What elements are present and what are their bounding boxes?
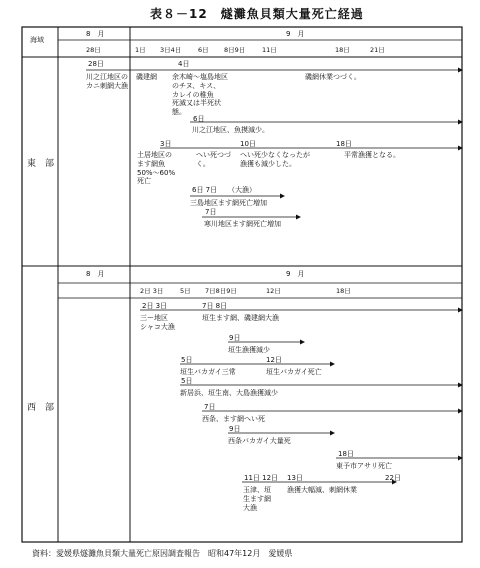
- event-text: 玉津、垣 生ます網 大漁: [243, 486, 271, 512]
- date-label: 5日: [180, 287, 191, 295]
- event-date: 4日: [178, 60, 190, 68]
- event-date: 7日: [205, 208, 217, 216]
- date-label: 7日8日9日: [205, 287, 237, 295]
- date-label: 2日 3日: [140, 287, 164, 295]
- event-date: 6日 7日: [192, 186, 218, 194]
- event-date: 18日: [338, 450, 354, 458]
- event-date: 9日: [229, 334, 241, 342]
- event-date: 9日: [229, 425, 241, 433]
- event-text: 東予市アサリ死亡: [336, 462, 392, 470]
- event-date: 10日: [240, 140, 256, 148]
- event-text: 余木崎～塩島地区 のチヌ、キス、 カレイの稚魚 死滅又は半死状 態。: [172, 73, 228, 116]
- event-text: 新居浜、垣生南、大島漁獲減少: [180, 389, 278, 397]
- date-label: 12日: [266, 287, 281, 295]
- event-text: 磯建網: [136, 73, 157, 81]
- event-note: （大漁）: [228, 186, 256, 194]
- event-text: 垣生ます網、磯建網大漁: [202, 314, 279, 322]
- date-label: 18日: [335, 46, 350, 54]
- date-label: 11日: [262, 46, 277, 54]
- event-text: 垣生バカガイ死亡: [266, 368, 322, 376]
- event-text: 平常漁獲となる。: [344, 151, 400, 159]
- event-text: 垣生漁獲減少: [228, 346, 270, 354]
- event-date: 5日: [181, 356, 193, 364]
- event-date: 5日: [181, 377, 193, 385]
- event-date: 18日: [336, 140, 352, 148]
- date-label: 28日: [86, 46, 101, 54]
- event-date: 12日: [266, 356, 282, 364]
- event-date: 2日 3日: [142, 302, 168, 310]
- date-label: 21日: [370, 46, 385, 54]
- page-title: 表８－12 燧灘魚貝類大量死亡経過: [150, 7, 364, 21]
- event-date: 28日: [88, 60, 104, 68]
- region-header: 海域: [30, 36, 44, 44]
- event-date: 11日 12日: [244, 474, 279, 482]
- date-label: 18日: [336, 287, 351, 295]
- month-aug-label: 8 月: [86, 270, 105, 278]
- date-label: 8日9日: [224, 46, 246, 54]
- event-date: 22日: [385, 474, 401, 482]
- event-date: 13日: [287, 474, 303, 482]
- event-text: 川之江地区、魚摸減少。: [192, 126, 269, 134]
- event-date: 7日 8日: [202, 302, 228, 310]
- date-label: 1日: [135, 46, 146, 54]
- month-sep-label: 9 月: [286, 270, 305, 278]
- event-text: 西条、ます網へい死: [202, 415, 265, 423]
- event-text: 川之江地区の カニ刺網大漁: [86, 73, 128, 90]
- event-date: 6日: [193, 115, 205, 123]
- event-date: 7日: [204, 403, 216, 411]
- event-text: 垣生バカガイ三常: [180, 368, 236, 376]
- region-east: 東 部: [27, 159, 55, 169]
- month-aug-label: 8 月: [86, 30, 105, 38]
- event-text: 三島地区ます網死亡増加: [190, 199, 267, 207]
- event-text: 磯網休業つづく。: [305, 73, 361, 81]
- date-label: 6日: [198, 46, 209, 54]
- event-text: へい死つづ く。: [196, 151, 231, 168]
- event-text: 三ー地区 シャコ大漁: [140, 314, 175, 331]
- month-sep-label: 9 月: [286, 30, 305, 38]
- event-date: 3日: [160, 140, 172, 148]
- date-label: 3日4日: [160, 46, 182, 54]
- event-text: へい死少なくなったが 漁獲も減少した。: [240, 151, 310, 168]
- event-text: 漁獲大幅減、刺網休業: [287, 486, 357, 494]
- event-text: 土居地区の ます網魚 50%～60% 死亡: [137, 151, 176, 186]
- region-west: 西 部: [27, 403, 55, 413]
- event-text: 寒川地区ます網死亡増加: [204, 220, 281, 228]
- event-text: 西条バカガイ大量死: [228, 437, 291, 445]
- source-note: 資料：愛媛県燧灘魚貝類大量死亡原因調査報告 昭和47年12月 愛媛県: [32, 549, 293, 558]
